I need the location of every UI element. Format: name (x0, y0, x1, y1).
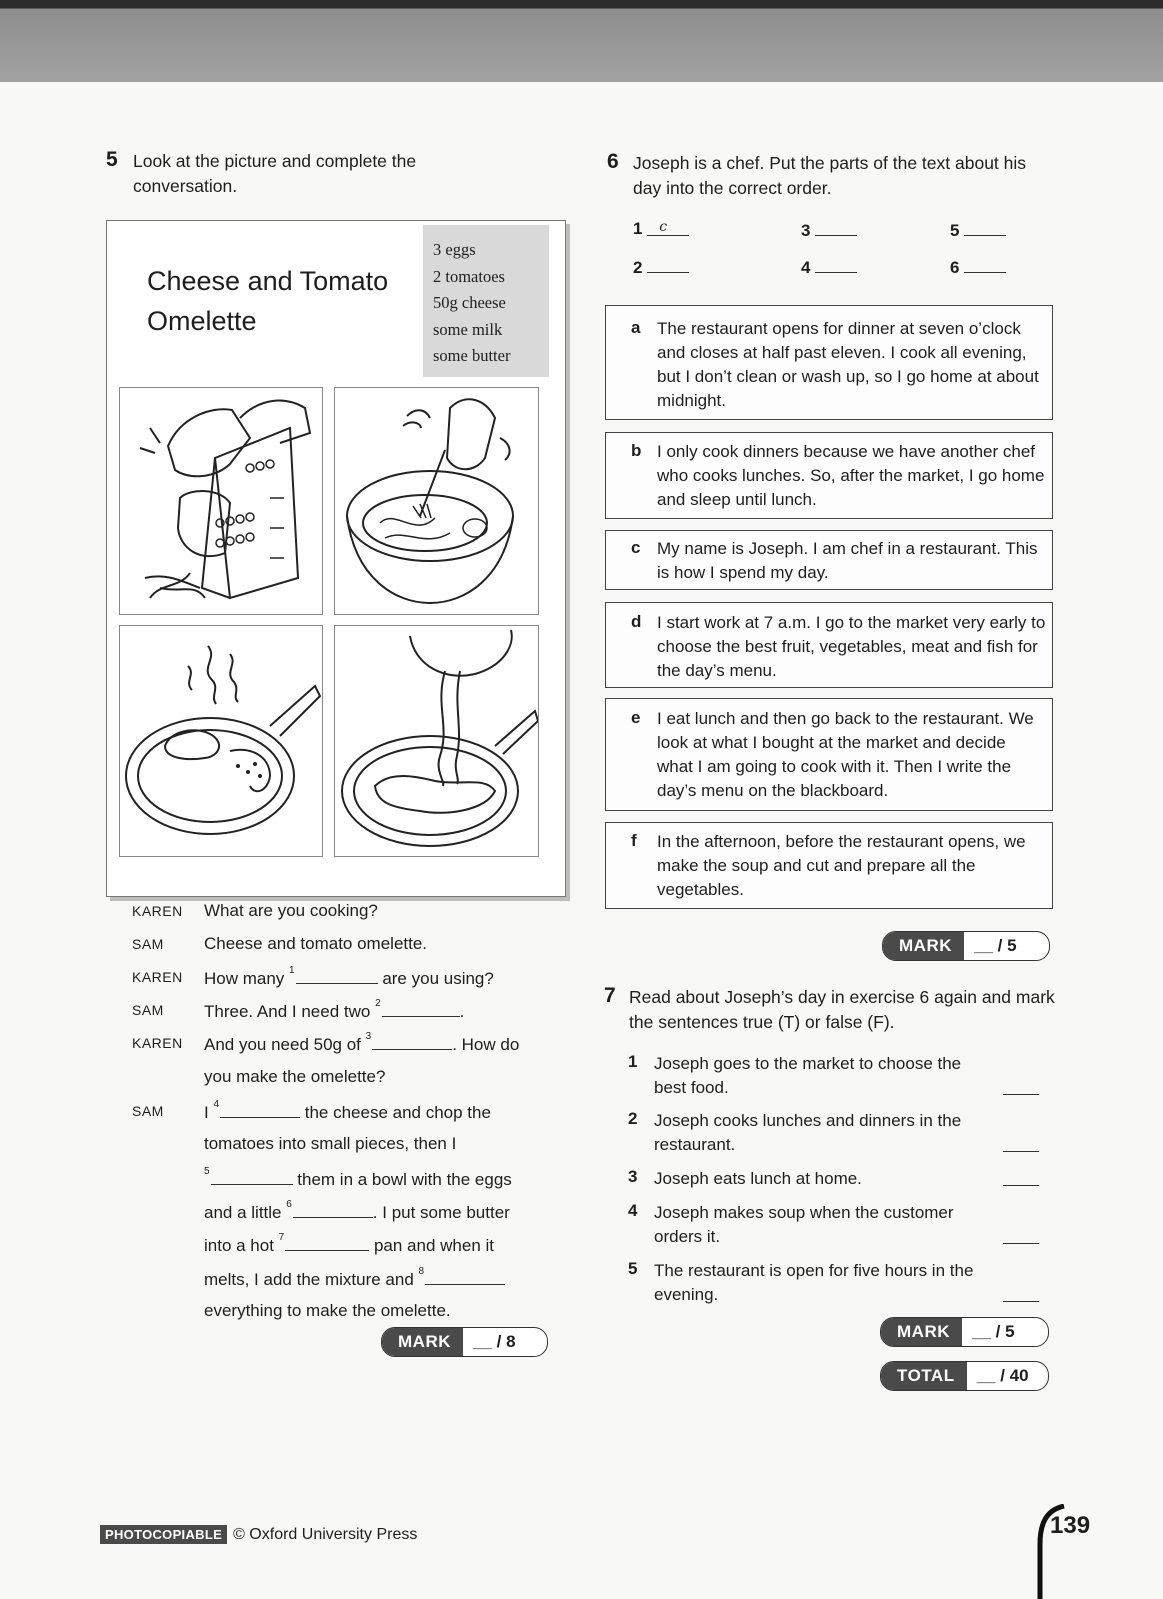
top-band (0, 0, 1163, 82)
pouring-mixture-image (334, 625, 539, 857)
part-text: In the afternoon, before the restaurant opens, we make the soup and cut and prepare all the vegetables. (657, 832, 1026, 899)
mark-label: MARK (382, 1328, 463, 1356)
part-letter: f (631, 831, 637, 850)
gap-6-blank[interactable] (293, 1201, 373, 1218)
gap-8-blank[interactable] (425, 1268, 505, 1285)
gap-2-blank[interactable] (382, 1000, 460, 1017)
copyright-text: © Oxford University Press (233, 1525, 418, 1543)
gap-7-blank[interactable] (285, 1234, 369, 1251)
ingredient-item: some butter (433, 346, 511, 365)
handwritten-answer: c (659, 219, 668, 235)
answer-slot[interactable]: 5 (950, 219, 1006, 241)
ingredient-list (423, 225, 549, 377)
dialogue-line: melts, I add the mixture and $^8$ (204, 1268, 505, 1290)
mark-label: MARK (881, 1318, 962, 1346)
ex6-instruction: Joseph is a chef. Put the parts of the text about his day into the correct order. (633, 153, 1027, 198)
dialogue-line: you make the omelette? (204, 1067, 386, 1086)
ingredient-item: 50g cheese (433, 293, 506, 312)
dialogue-line: $^5$ them in a bowl with the eggs (204, 1166, 512, 1189)
gap-3-blank[interactable] (372, 1033, 452, 1050)
part-letter: d (631, 612, 642, 631)
ingredient-item: some milk (433, 319, 503, 339)
ex6-mark-box[interactable] (882, 931, 1050, 961)
part-text: I start work at 7 a.m. I go to the market very early to choose the best fruit, vegetables, meat and fish for the day’s menu. (657, 613, 1046, 680)
part-letter: b (631, 441, 642, 460)
gap-4-blank[interactable] (220, 1101, 300, 1118)
tf-answer-blank[interactable] (1003, 1151, 1039, 1152)
dialogue-line: How many $^1$ are you using? (204, 965, 494, 988)
frying-pan-butter-image (119, 625, 323, 857)
part-letter: a (631, 318, 641, 337)
answer-slot[interactable]: 2 (633, 256, 689, 278)
whisk-bowl-image (334, 387, 539, 615)
dialogue-line: Cheese and tomato omelette. (204, 934, 428, 953)
dialogue-line: everything to make the omelette. (204, 1301, 451, 1320)
dialogue-line: And you need 50g of $^3$ . How do (204, 1031, 520, 1054)
tf-answer-blank[interactable] (1003, 1243, 1039, 1244)
speaker-label: SAM (132, 1002, 164, 1018)
ex6-number: 6 (607, 150, 619, 173)
text-part-box (605, 602, 1053, 688)
text-part-box (605, 822, 1053, 909)
photocopiable-badge: PHOTOCOPIABLE (100, 1525, 227, 1544)
dialogue-line: into a hot $^7$ pan and when it (204, 1232, 494, 1255)
ex5-number: 5 (106, 148, 118, 171)
tf-sentence: Joseph eats lunch at home. (654, 1169, 862, 1188)
answer-slot[interactable]: 4 (801, 256, 857, 278)
ex7-instruction: Read about Joseph’s day in exercise 6 again and mark the sentences true (T) or false (F). (629, 987, 1055, 1032)
mark-value: __ / 5 (972, 1322, 1015, 1341)
answer-slot[interactable]: 6 (950, 256, 1006, 278)
dialogue-line: What are you cooking? (204, 901, 378, 920)
speaker-label: SAM (132, 1103, 164, 1119)
tf-answer-blank[interactable] (1003, 1094, 1039, 1095)
tf-answer-blank[interactable] (1003, 1301, 1039, 1302)
gap-1-blank[interactable] (296, 967, 378, 984)
speaker-label: KAREN (132, 969, 183, 985)
tf-sentence: Joseph makes soup when the customer orders it. (654, 1203, 954, 1246)
ingredient-item: 3 eggs (433, 240, 476, 259)
ingredient-item: 2 tomatoes (433, 266, 505, 286)
ex5-instruction: Look at the picture and complete the conversation. (133, 151, 417, 196)
gap-5-blank[interactable] (211, 1168, 293, 1185)
page-footer (100, 1525, 417, 1544)
mark-value: __ / 5 (974, 936, 1017, 955)
speaker-label: KAREN (132, 903, 183, 919)
speaker-label: SAM (132, 936, 164, 952)
dialogue-line: I $^4$ the cheese and chop the (204, 1099, 491, 1122)
part-text: I only cook dinners because we have another chef who cooks lunches. So, after the market, I go home and sleep until lunch. (657, 442, 1045, 509)
total-label: TOTAL (881, 1362, 967, 1390)
part-text: The restaurant opens for dinner at seven o’clock and closes at half past eleven. I cook all evening, but I don’t clean or wash up, so I go home at about midnight. (657, 319, 1039, 410)
speaker-label: KAREN (132, 1035, 183, 1051)
part-letter: e (631, 708, 641, 727)
total-mark-box[interactable] (880, 1361, 1049, 1391)
text-part-box (605, 432, 1053, 519)
tf-answer-blank[interactable] (1003, 1185, 1039, 1186)
part-letter: c (631, 538, 641, 557)
answer-slot[interactable]: 1 c (633, 219, 689, 239)
dialogue-line: Three. And I need two $^2$ . (204, 998, 465, 1021)
recipe-title: Cheese and Tomato Omelette (147, 266, 389, 336)
text-part-box (605, 698, 1053, 811)
grater-cheese-image (119, 387, 323, 615)
dialogue-line: and a little $^6$ . I put some butter (204, 1199, 510, 1222)
tf-sentence: The restaurant is open for five hours in the evening. (654, 1261, 974, 1304)
ex7-mark-box[interactable] (880, 1317, 1049, 1347)
total-value: __ / 40 (976, 1366, 1029, 1385)
answer-slot[interactable]: 3 (801, 219, 857, 241)
ex5-mark-box[interactable] (381, 1327, 548, 1357)
page-number: 139 (1050, 1512, 1091, 1539)
mark-value: __ / 8 (473, 1332, 516, 1351)
dialogue-line: tomatoes into small pieces, then I (204, 1134, 457, 1153)
ex7-number: 7 (604, 984, 616, 1007)
part-text: My name is Joseph. I am chef in a restaurant. This is how I spend my day. (657, 539, 1038, 582)
part-text: I eat lunch and then go back to the restaurant. We look at what I bought at the market and decide what I am going to cook with it. Then I write the day’s menu on the blackboard. (657, 709, 1034, 800)
tf-sentence: Joseph cooks lunches and dinners in the restaurant. (654, 1111, 962, 1154)
tf-sentence: Joseph goes to the market to choose the best food. (654, 1054, 962, 1097)
text-part-box (605, 305, 1053, 420)
text-part-box (605, 530, 1053, 590)
recipe-card (106, 220, 566, 897)
mark-label: MARK (883, 932, 964, 960)
